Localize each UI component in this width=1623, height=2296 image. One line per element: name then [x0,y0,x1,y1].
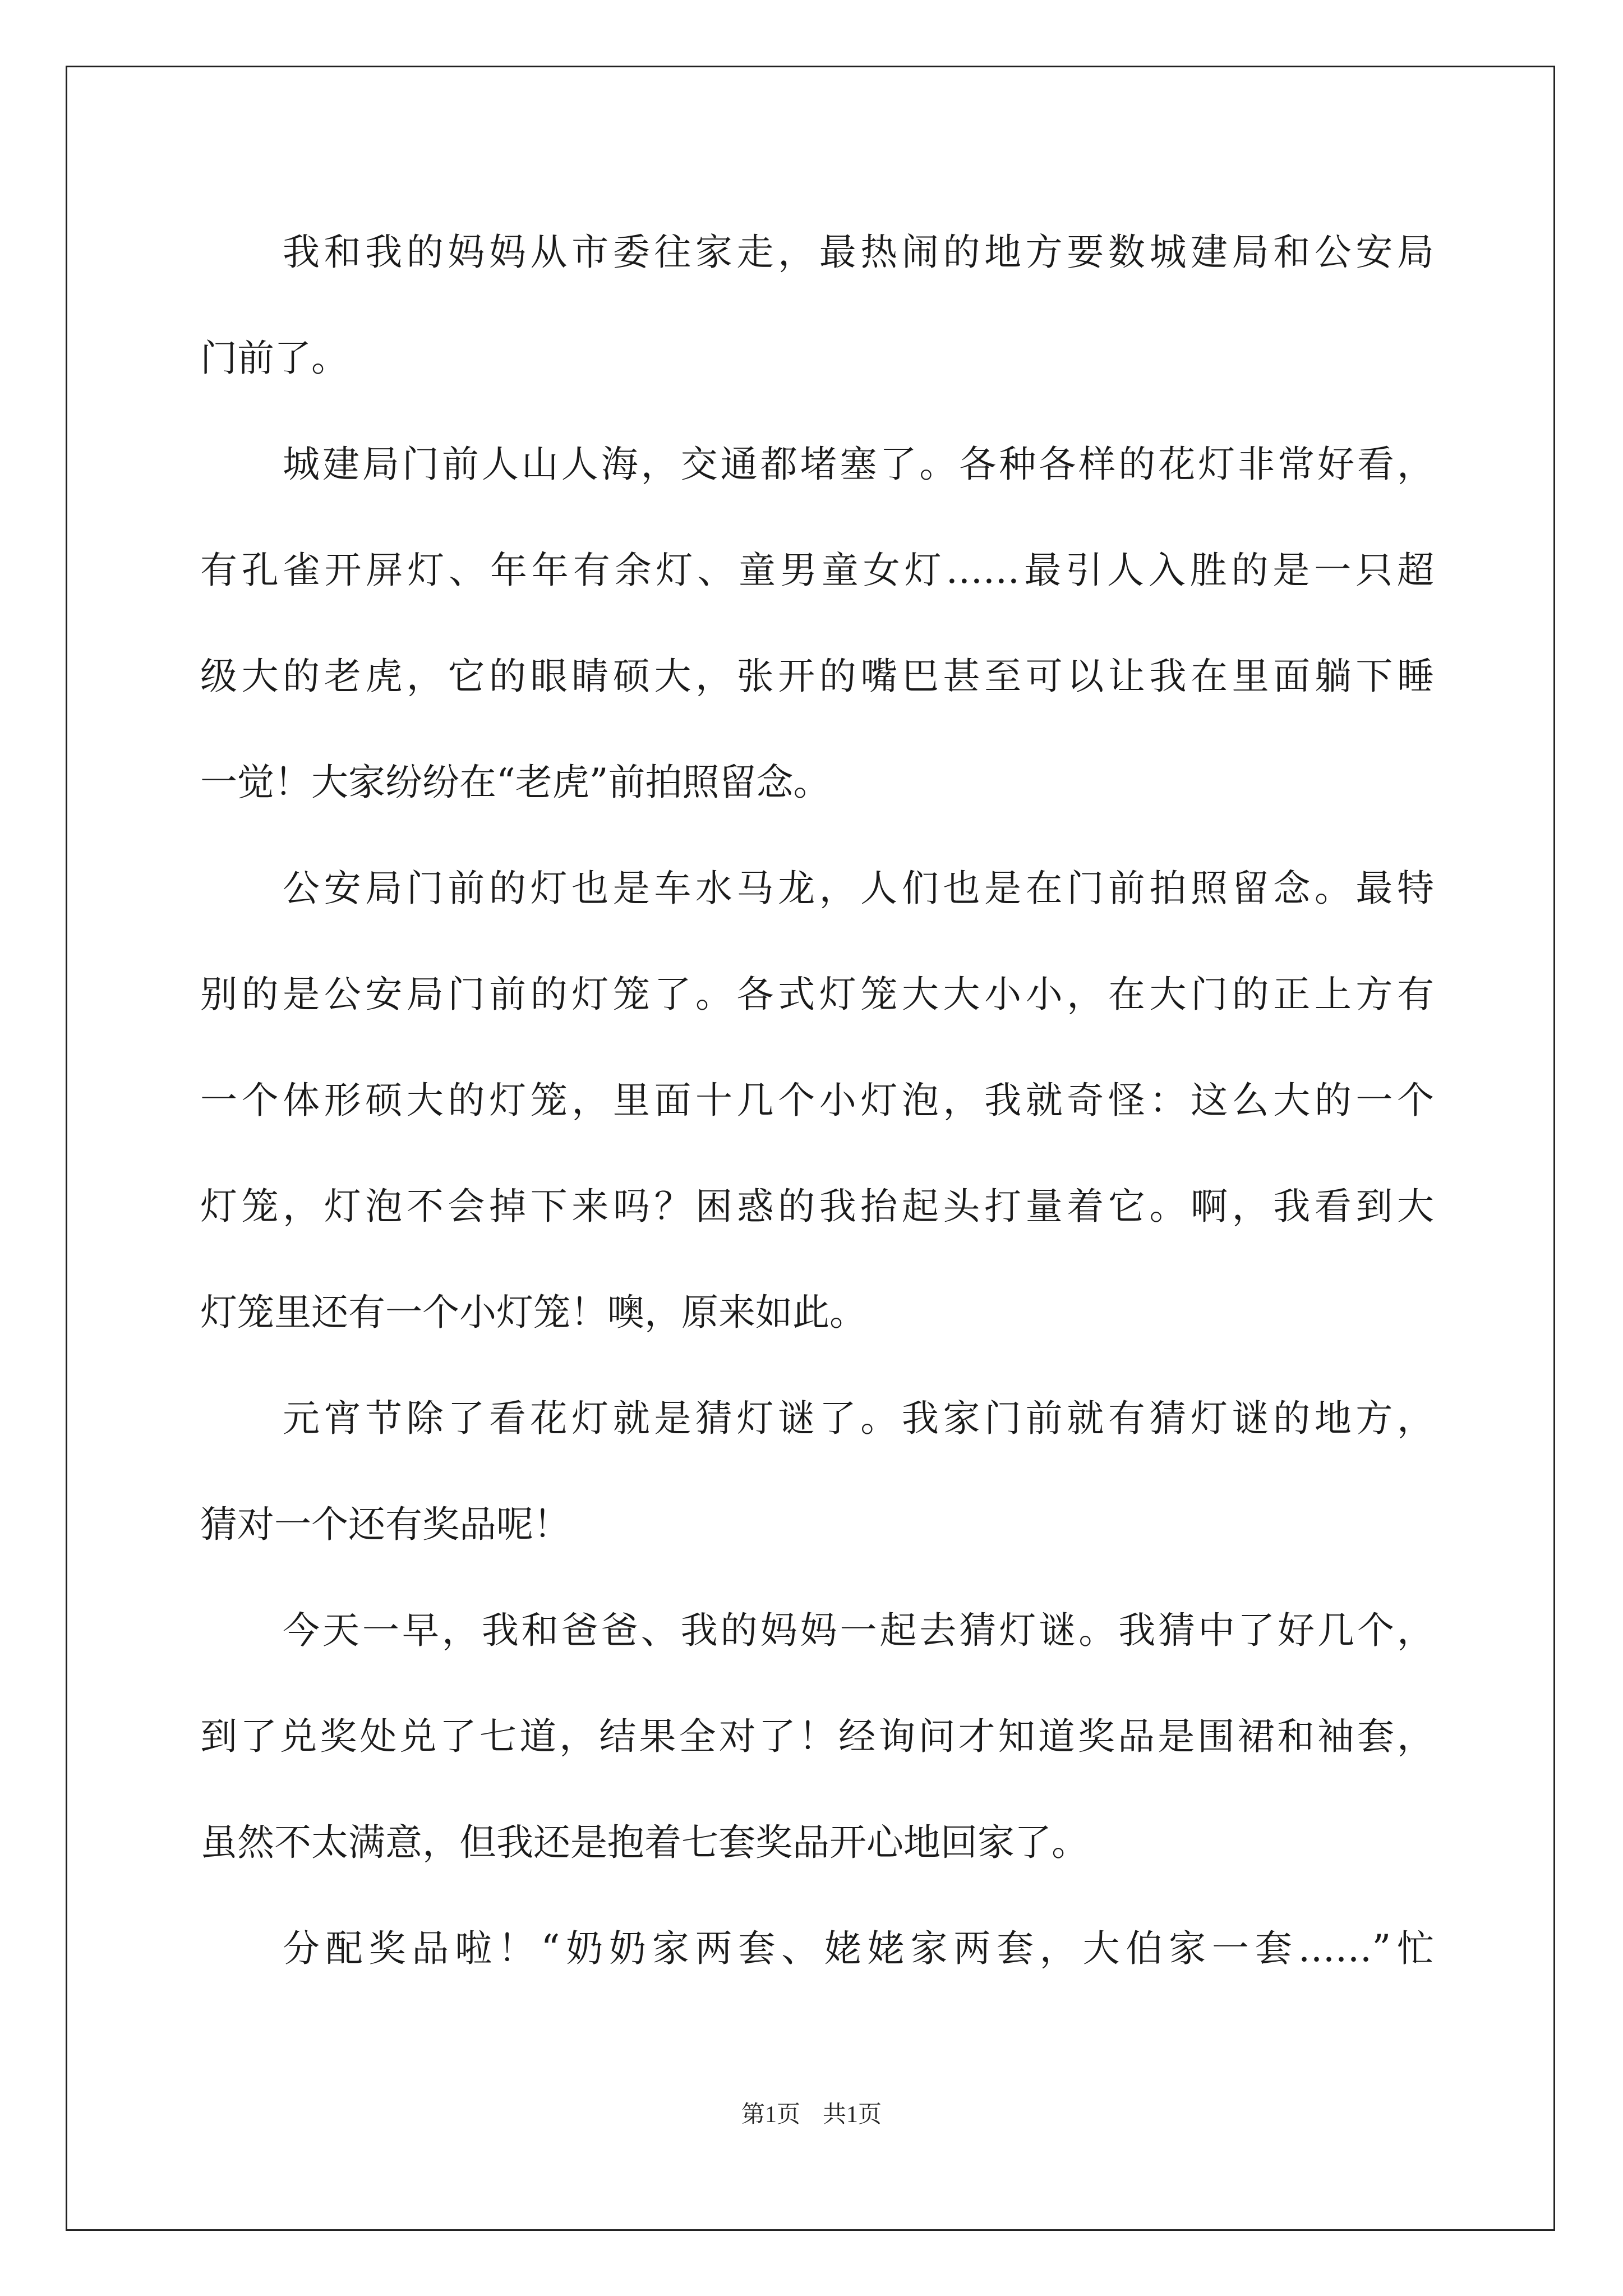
page-total: 共1页 [823,2102,882,2128]
text-line: 一觉！大家纷纷在“老虎”前拍照留念。 [200,761,831,804]
text-line: 城建局门前人山人海，交通都堵塞了。各种各样的花灯非常好看， [283,443,1434,486]
text-line: 分配奖品啦！“奶奶家两套、姥姥家两套，大伯家一套……”忙 [283,1927,1434,1970]
text-line: 今天一早，我和爸爸、我的妈妈一起去猜灯谜。我猜中了好几个， [283,1609,1434,1652]
text-line: 我和我的妈妈从市委往家走，最热闹的地方要数城建局和公安局 [283,231,1434,274]
text-line: 猜对一个还有奖品呢！ [200,1503,570,1546]
document-body [200,216,1434,2018]
text-line: 别的是公安局门前的灯笼了。各式灯笼大大小小，在大门的正上方有 [200,973,1434,1016]
text-line: 门前了。 [200,337,348,380]
text-line: 到了兑奖处兑了七道，结果全对了！经询问才知道奖品是围裙和袖套， [200,1715,1434,1758]
text-line: 虽然不太满意，但我还是抱着七套奖品开心地回家了。 [200,1821,1089,1864]
text-line: 一个体形硕大的灯笼，里面十几个小灯泡，我就奇怪：这么大的一个 [200,1079,1434,1122]
text-line: 有孔雀开屏灯、年年有余灯、童男童女灯……最引人入胜的是一只超 [200,549,1434,592]
text-line: 级大的老虎，它的眼睛硕大，张开的嘴巴甚至可以让我在里面躺下睡 [200,655,1434,698]
text-line: 灯笼里还有一个小灯笼！噢，原来如此。 [200,1291,866,1334]
text-line: 元宵节除了看花灯就是猜灯谜了。我家门前就有猜灯谜的地方， [283,1397,1434,1440]
text-line: 灯笼，灯泡不会掉下来吗？困惑的我抬起头打量着它。啊，我看到大 [200,1185,1434,1228]
page-footer [0,2098,1623,2132]
text-line: 公安局门前的灯也是车水马龙，人们也是在门前拍照留念。最特 [283,867,1434,910]
page-number: 第1页 [741,2102,800,2128]
